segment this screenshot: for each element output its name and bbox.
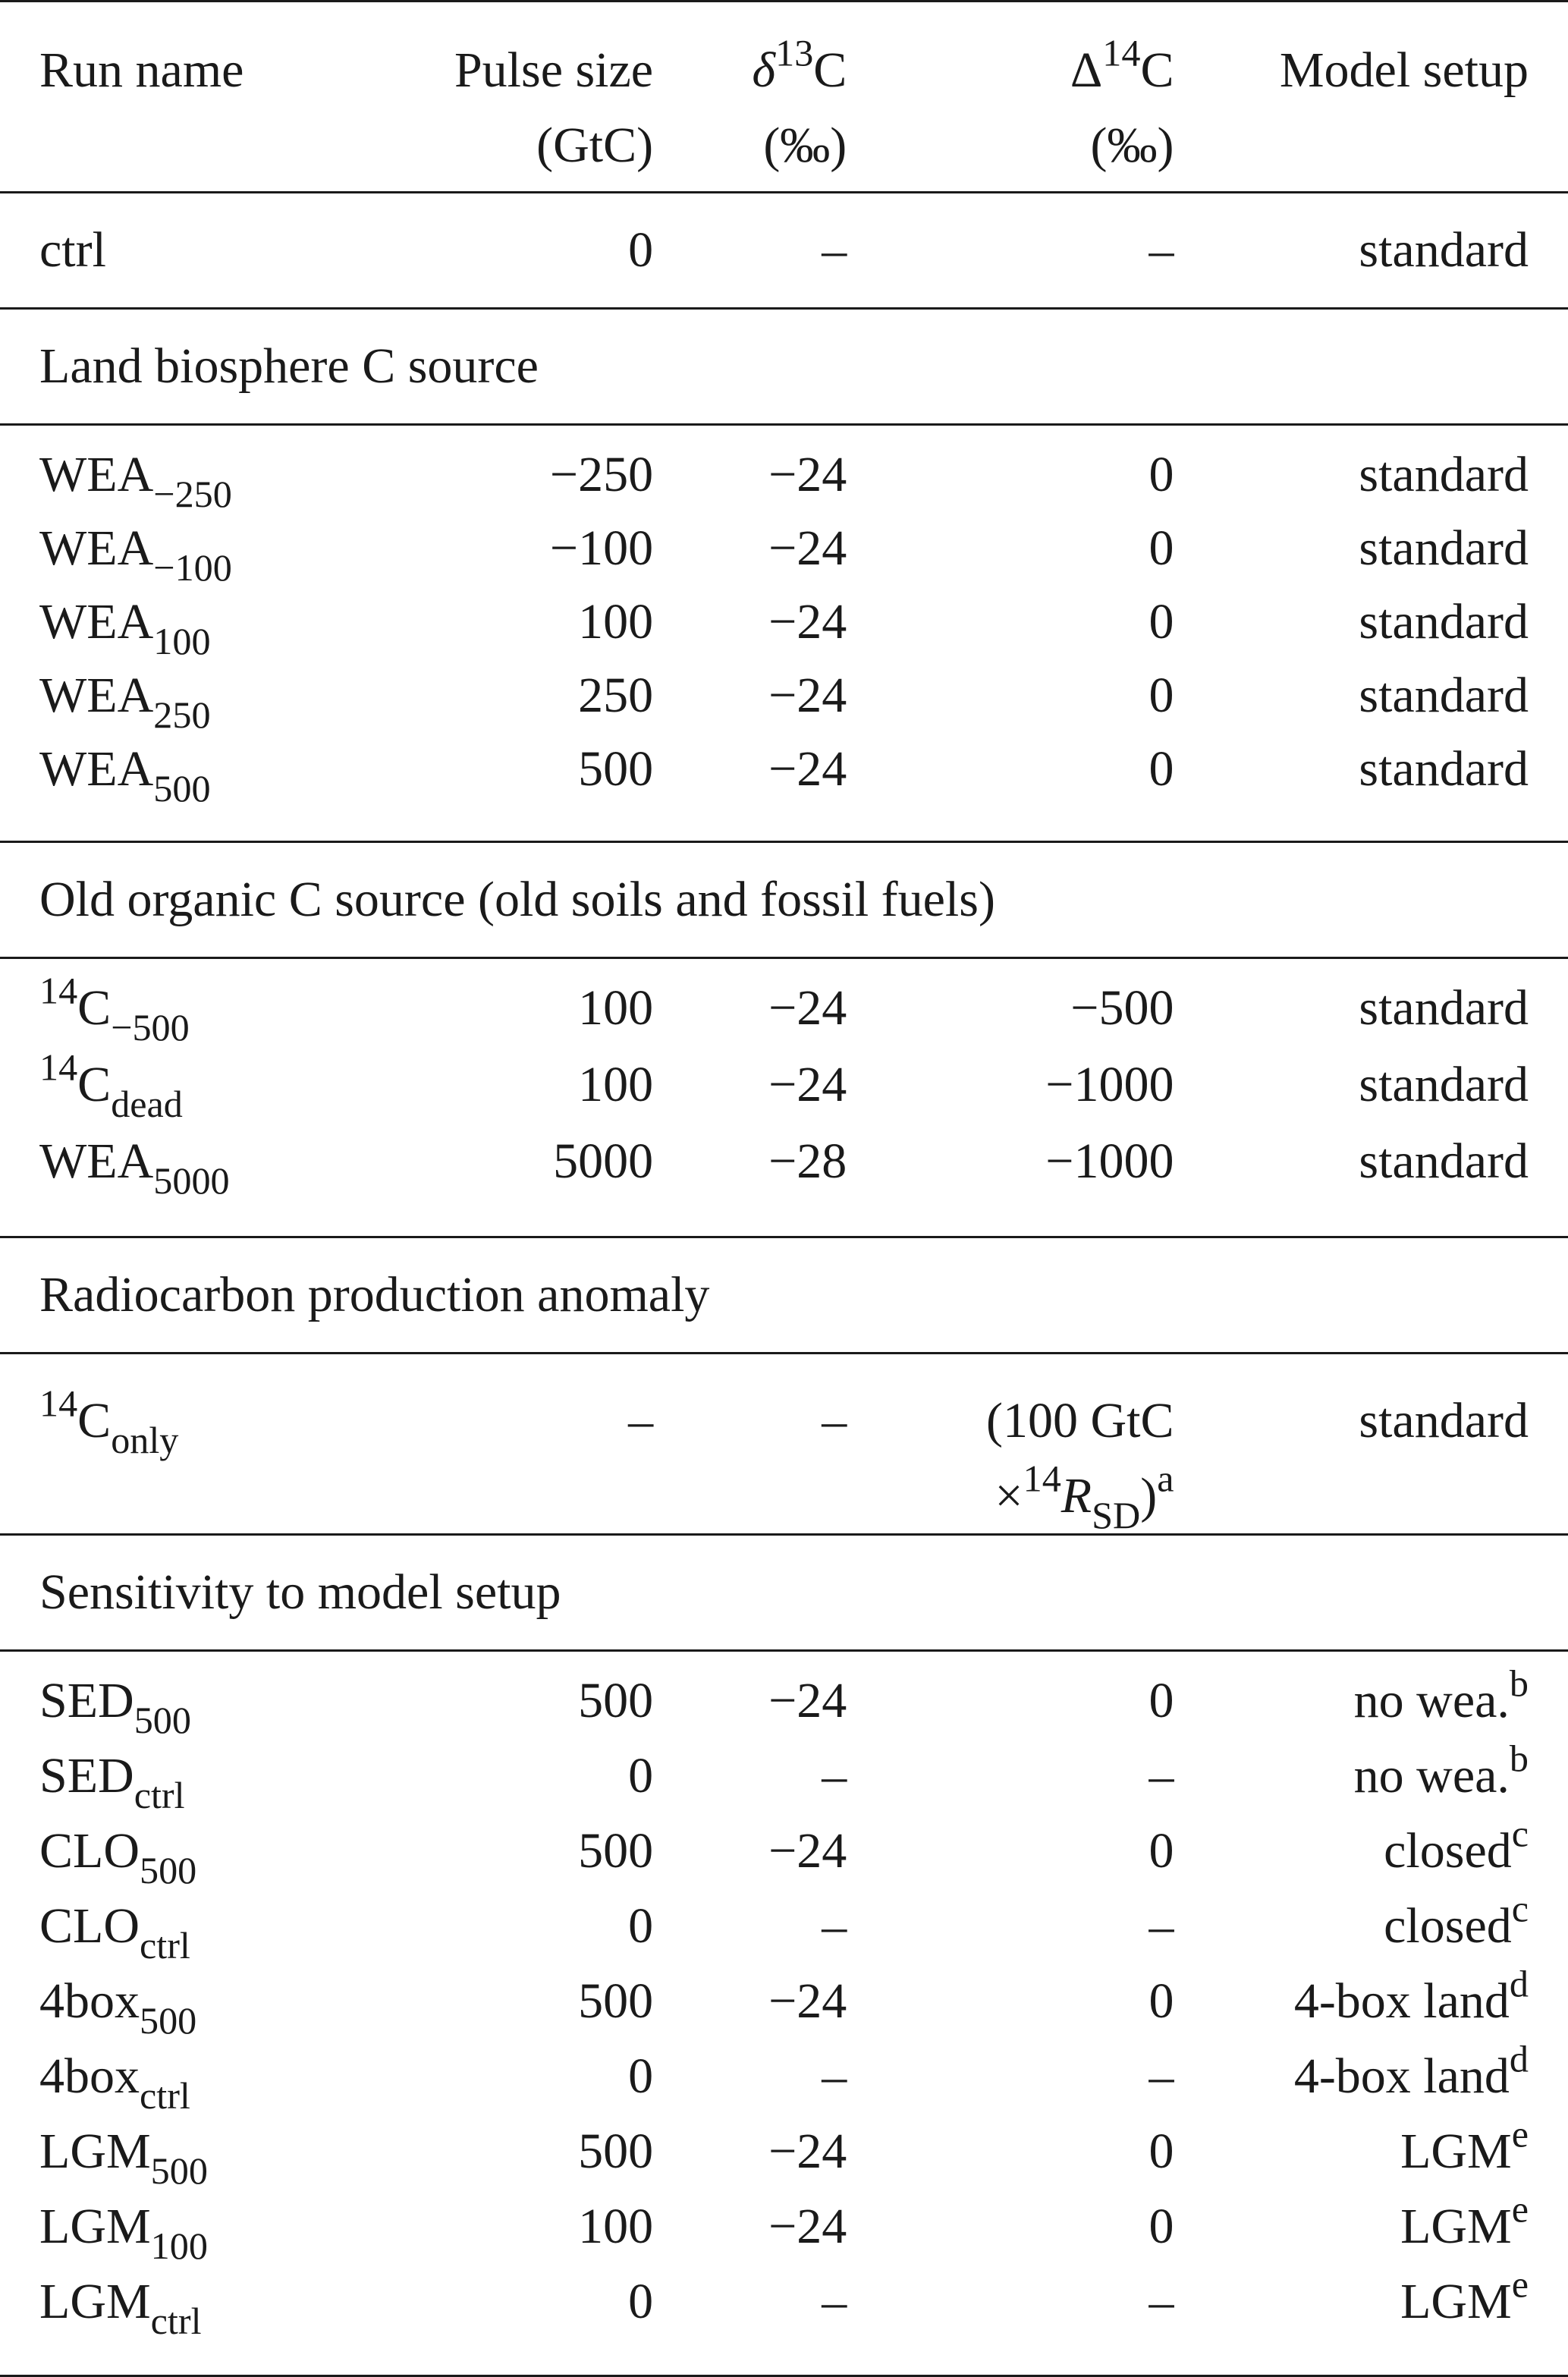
pulse-size: 500 xyxy=(578,2124,654,2179)
D14c-value: (100 GtC $\times^{14}R_{SD})^a$ xyxy=(847,1354,1174,1535)
run-name: $LGM_{100}$ xyxy=(39,2199,208,2268)
model-setup: closed$^c$ xyxy=(1384,1812,1529,1879)
pulse-size: 0 xyxy=(364,193,653,309)
pulse-size: 100 xyxy=(578,594,654,649)
pulse-size: −100 xyxy=(549,520,654,576)
D14c-value: – xyxy=(1149,1898,1174,1954)
d13c-value: – xyxy=(653,193,847,309)
table-row xyxy=(0,1751,1568,1826)
table-row xyxy=(0,2277,1568,2376)
table-row-14c-only xyxy=(0,1354,1568,1535)
old-rows xyxy=(0,958,1568,1237)
table-row xyxy=(0,597,1568,671)
pulse-size: 0 xyxy=(628,2048,654,2104)
run-name: $^{14}C_{dead}$ xyxy=(39,1045,183,1126)
d13c-value: – xyxy=(822,1748,847,1803)
run-name: $WEA_{-100}$ xyxy=(39,520,232,590)
d13c-value: – xyxy=(822,1898,847,1954)
run-name: $^{14}C_{-500}$ xyxy=(0,958,364,1061)
d13c-value: −28 xyxy=(768,1133,847,1189)
run-name: $^{14}C_{only}$ xyxy=(0,1354,364,1535)
model-setup: LGM$^e$ xyxy=(1400,2187,1529,2254)
d13c-value: −24 xyxy=(768,668,847,723)
pulse-size: 0 xyxy=(628,1748,654,1803)
table-row xyxy=(0,958,1568,1061)
D14c-value: 0 xyxy=(1149,2124,1174,2179)
pulse-size: 500 xyxy=(578,741,654,797)
d13c-value: −24 xyxy=(653,425,847,524)
section-title: Sensitivity to model setup xyxy=(0,1535,1568,1651)
table-row xyxy=(0,1651,1568,1752)
section-heading-sens xyxy=(0,1535,1568,1651)
table-row xyxy=(0,1901,1568,1976)
run-name: $WEA_{250}$ xyxy=(39,668,211,737)
header-run-name: Run name xyxy=(0,2,364,193)
D14c-value: 0 xyxy=(1149,594,1174,649)
pulse-size: 0 xyxy=(628,1898,654,1954)
footnote-marker: b xyxy=(1509,1662,1529,1705)
model-setup: standard xyxy=(1174,193,1568,309)
model-setup: 4-box land$^d$ xyxy=(1293,1962,1529,2029)
table-header-row xyxy=(0,2,1568,193)
d13c-value: −24 xyxy=(768,594,847,649)
d13c-value: −24 xyxy=(653,1651,847,1752)
d13c-value: – xyxy=(653,1354,847,1535)
model-setup: LGM$^e$ xyxy=(1174,2277,1568,2376)
D14c-value: 0 xyxy=(1149,2199,1174,2254)
pulse-size: 100 xyxy=(578,2199,654,2254)
table-row xyxy=(0,2052,1568,2127)
model-setup: no wea.$^b$ xyxy=(1353,1737,1529,1803)
D14c-value: 0 xyxy=(1149,1823,1174,1879)
table-row xyxy=(0,1060,1568,1137)
land-rows xyxy=(0,425,1568,842)
footnote-marker: b xyxy=(1509,1737,1529,1780)
run-name: $WEA_{500}$ xyxy=(39,741,211,810)
D14c-value: – xyxy=(1149,2048,1174,2104)
table-row xyxy=(0,425,1568,524)
pulse-size: 500 xyxy=(364,1651,653,1752)
section-heading-old xyxy=(0,842,1568,958)
d13c-value: −24 xyxy=(768,1057,847,1112)
header-D14c: $\Delta^{14}C$ (‰) xyxy=(847,2,1174,193)
run-name: $WEA_{-250}$ xyxy=(0,425,364,524)
run-name: $WEA_{100}$ xyxy=(39,594,211,663)
pulse-size: 500 xyxy=(578,1823,654,1879)
header-d13c: $\delta^{13}C$ (‰) xyxy=(653,2,847,193)
table-row xyxy=(0,2202,1568,2277)
run-name: ctrl xyxy=(0,193,364,309)
footnote-marker: e xyxy=(1511,2112,1529,2155)
D14c-value: 0 xyxy=(1149,1973,1174,2029)
pulse-size: 5000 xyxy=(553,1133,654,1189)
table-row xyxy=(0,1976,1568,2052)
table-row xyxy=(0,1137,1568,1237)
section-title: Radiocarbon production anomaly xyxy=(0,1237,1568,1354)
model-setup: 4-box land$^d$ xyxy=(1293,2037,1529,2104)
D14c-value: −1000 xyxy=(1045,1133,1174,1189)
model-setup: no wea.$^b$ xyxy=(1174,1651,1568,1752)
footnote-marker: d xyxy=(1509,1962,1529,2005)
pulse-size: 100 xyxy=(364,958,653,1061)
d13c-value: −24 xyxy=(768,2199,847,2254)
D14c-value: 0 xyxy=(1149,668,1174,723)
run-name: $LGM_{500}$ xyxy=(39,2124,208,2193)
sens-rows xyxy=(0,1651,1568,2376)
footnote-marker: c xyxy=(1511,1812,1529,1855)
run-name: $SED_{500}$ xyxy=(0,1651,364,1752)
footnote-marker: e xyxy=(1511,2262,1529,2306)
table-row-ctrl xyxy=(0,193,1568,309)
footnote-marker: a xyxy=(1157,1457,1174,1500)
section-heading-land xyxy=(0,309,1568,425)
model-setup: standard xyxy=(1174,958,1568,1061)
run-name: 4box$_{500}$ xyxy=(39,1973,197,2042)
header-pulse-size: Pulse size (GtC) xyxy=(364,2,653,193)
model-setup: standard xyxy=(1359,520,1529,576)
run-name: $CLO_{500}$ xyxy=(39,1823,197,1892)
D14c-value: – xyxy=(1149,1748,1174,1803)
table-row xyxy=(0,744,1568,842)
pulse-size: 250 xyxy=(578,668,654,723)
header-model-setup: Model setup xyxy=(1174,2,1568,193)
D14c-value: 0 xyxy=(1149,520,1174,576)
D14c-value: 0 xyxy=(847,1651,1174,1752)
pulse-size: – xyxy=(364,1354,653,1535)
run-name: $LGM_{ctrl}$ xyxy=(0,2277,364,2376)
footnote-marker: c xyxy=(1511,1887,1529,1930)
table-row xyxy=(0,524,1568,597)
D14c-value: −500 xyxy=(847,958,1174,1061)
table-row xyxy=(0,1826,1568,1901)
model-setup: standard xyxy=(1359,668,1529,723)
D14c-value: −1000 xyxy=(1045,1057,1174,1112)
pulse-size: −250 xyxy=(364,425,653,524)
table-row xyxy=(0,671,1568,744)
d13c-value: −24 xyxy=(768,1973,847,2029)
D14c-value: 0 xyxy=(847,425,1174,524)
d13c-value: – xyxy=(822,2048,847,2104)
run-name: 4box$_{ctrl}$ xyxy=(39,2048,190,2118)
d13c-value: −24 xyxy=(768,741,847,797)
model-setup: closed$^c$ xyxy=(1384,1887,1529,1954)
section-title: Old organic C source (old soils and fossil fuels) xyxy=(0,842,1568,958)
d13c-value: −24 xyxy=(768,520,847,576)
model-setup: standard xyxy=(1174,425,1568,524)
pulse-size: 100 xyxy=(578,1057,654,1112)
run-name: $CLO_{ctrl}$ xyxy=(39,1898,190,1967)
d13c-value: −24 xyxy=(768,1823,847,1879)
d13c-value: −24 xyxy=(653,958,847,1061)
D14c-value: – xyxy=(847,2277,1174,2376)
run-name: $WEA_{5000}$ xyxy=(39,1133,230,1203)
model-setup: standard xyxy=(1359,1057,1529,1112)
d13c-value: −24 xyxy=(768,2124,847,2179)
model-setup: standard xyxy=(1359,1133,1529,1189)
footnote-marker: d xyxy=(1509,2037,1529,2080)
pulse-size: 500 xyxy=(578,1973,654,2029)
D14c-value: 0 xyxy=(1149,741,1174,797)
table-row xyxy=(0,2127,1568,2202)
model-setup: LGM$^e$ xyxy=(1400,2112,1529,2179)
section-heading-prod xyxy=(0,1237,1568,1354)
run-name: $SED_{ctrl}$ xyxy=(39,1748,185,1817)
model-setup: standard xyxy=(1359,741,1529,797)
model-setup: standard xyxy=(1359,594,1529,649)
model-setup: standard xyxy=(1174,1354,1568,1535)
footnote-marker: e xyxy=(1511,2187,1529,2231)
D14c-value: – xyxy=(847,193,1174,309)
pulse-size: 0 xyxy=(364,2277,653,2376)
d13c-value: – xyxy=(653,2277,847,2376)
section-title: Land biosphere C source xyxy=(0,309,1568,425)
